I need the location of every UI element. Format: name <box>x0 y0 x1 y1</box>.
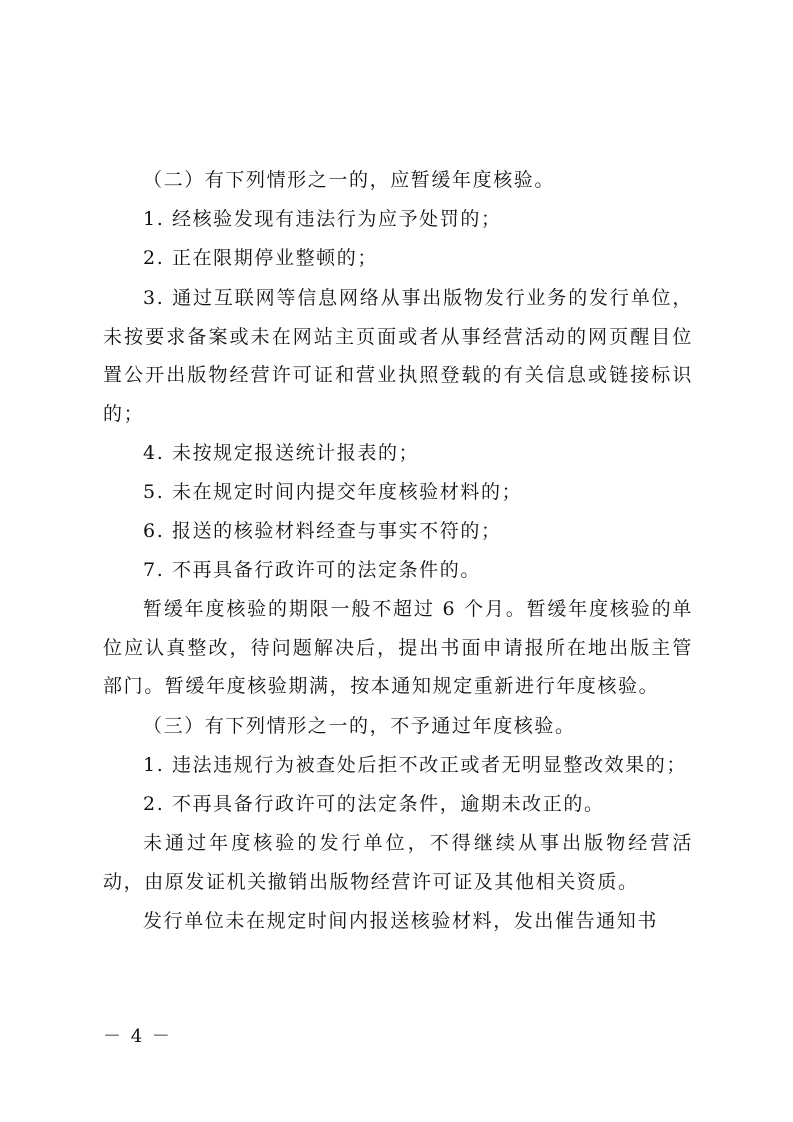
list-item-2: 2. 正在限期停业整顿的； <box>143 247 378 269</box>
list-item-7: 7. 不再具备行政许可的法定条件的。 <box>143 559 481 581</box>
list-item-5: 5. 未在规定时间内提交年度核验材料的； <box>143 481 523 503</box>
paragraph-not-passed: 未通过年度核验的发行单位，不得继续从事出版物经营活动，由原发证机关撤销出版物经营许可证及其他相关资质。 <box>103 832 693 893</box>
list-item-fail-1: 1. 违法违规行为被查处后拒不改正或者无明显整改效果的； <box>143 754 687 776</box>
list-item-4: 4. 未按规定报送统计报表的； <box>143 442 420 464</box>
list-item-fail-2: 2. 不再具备行政许可的法定条件，逾期未改正的。 <box>143 793 605 815</box>
paragraph-heading-3: （三）有下列情形之一的，不予通过年度核验。 <box>143 715 576 737</box>
paragraph-heading-2: （二）有下列情形之一的，应暂缓年度核验。 <box>143 169 556 191</box>
paragraph-deferral-period: 暂缓年度核验的期限一般不超过 6 个月。暂缓年度核验的单位应认真整改，待问题解决后，提出书面申请报所在地出版主管部门。暂缓年度核验期满，按本通知规定重新进行年度核验。 <box>103 598 693 697</box>
page-number: － 4 － <box>103 1026 172 1047</box>
paragraph-late-submission: 发行单位未在规定时间内报送核验材料，发出催告通知书 <box>143 910 659 932</box>
list-item-3: 3. 通过互联网等信息网络从事出版物发行业务的发行单位，未按要求备案或未在网站主页面或者从事经营活动的网页醒目位置公开出版物经营许可证和营业执照登载的有关信息或链接标识的； <box>103 287 693 425</box>
list-item-6: 6. 报送的核验材料经查与事实不符的； <box>143 520 502 542</box>
list-item-1: 1. 经核验发现有违法行为应予处罚的； <box>143 208 502 230</box>
